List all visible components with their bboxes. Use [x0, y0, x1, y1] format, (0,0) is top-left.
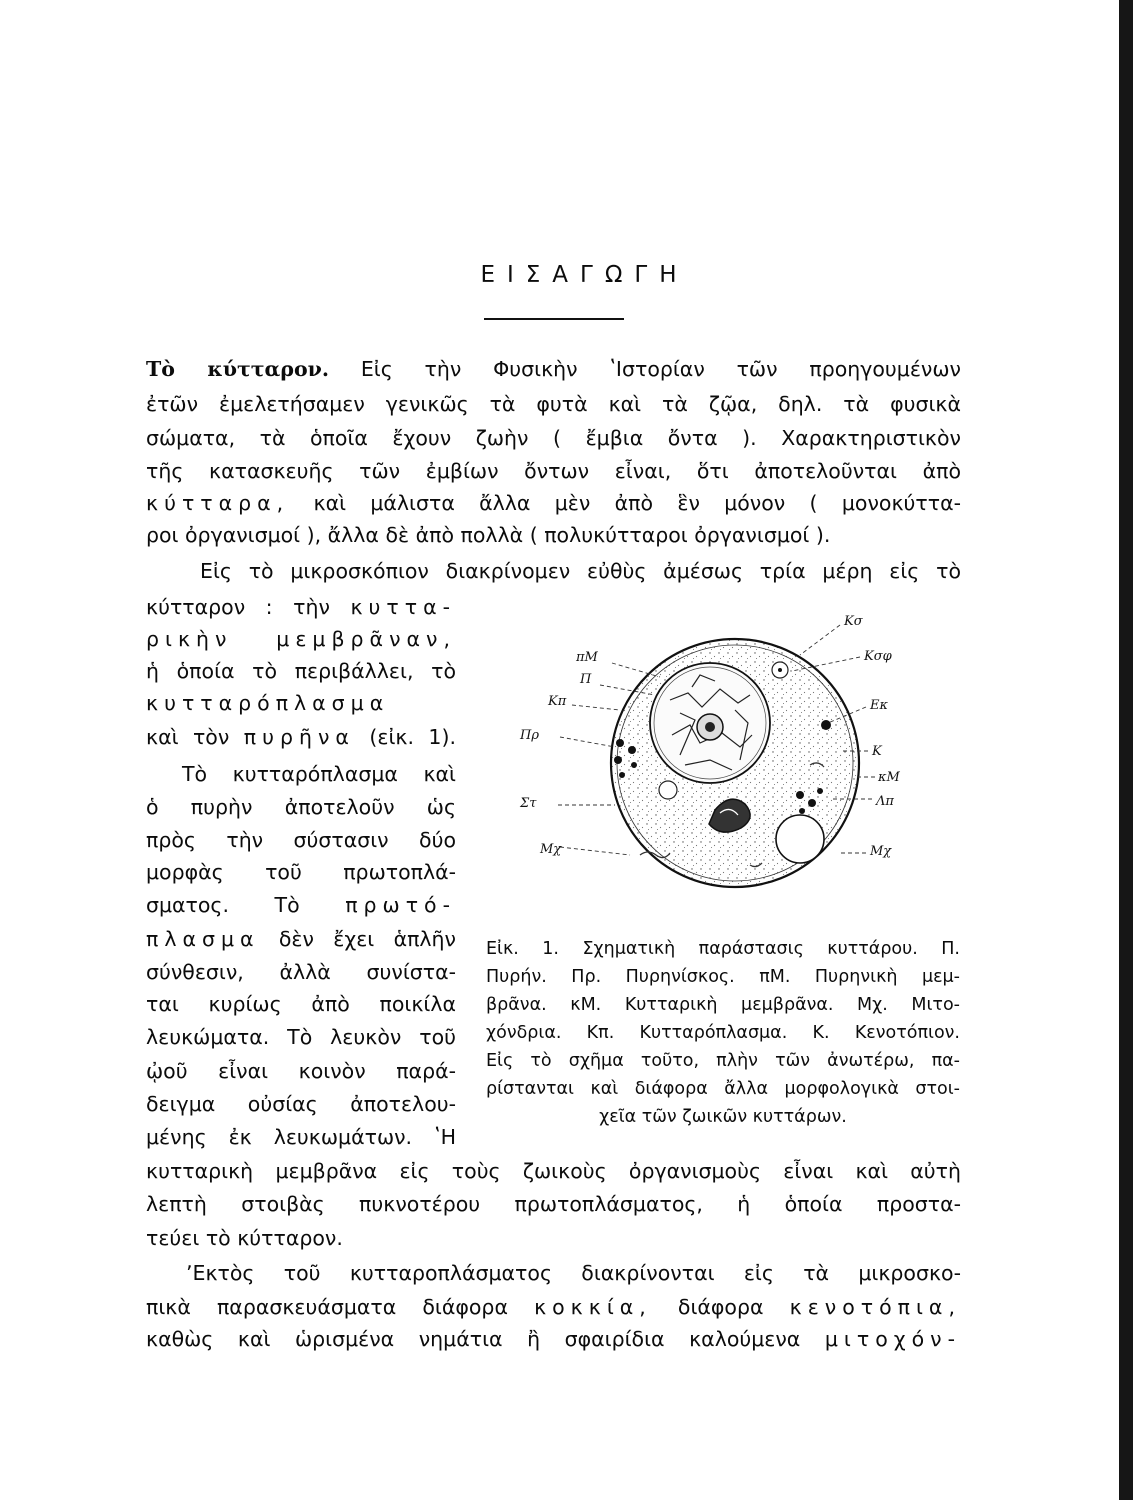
label-cytoplasm: Κπ [548, 694, 567, 709]
label-mitochondria-right: Μχ [870, 844, 892, 859]
paragraph-3-line: σματος. Τὸ πρωτό- [146, 893, 456, 917]
page-title: ΕΙΣΑΓΩΓΗ [480, 262, 689, 288]
paragraph-3-line: σύνθεσιν, ἀλλὰ συνίστα- [146, 960, 456, 984]
paragraph-2-line: Εἰς τὸ μικροσκόπιον διακρίνομεν εὐθὺς ἀμέσως τρία μέρη εἰς τὸ [200, 559, 961, 583]
figure-caption-line: Εἰς τὸ σχῆμα τοῦτο, πλὴν τῶν ἀνωτέρω, πα- [486, 1051, 960, 1071]
figure-caption-line: χεῖα τῶν ζωικῶν κυττάρων. [599, 1107, 847, 1127]
paragraph-1-line: κύτταρα, καὶ μάλιστα ἄλλα μὲν ἀπὸ ἓν μόνον ( μονοκύττα- [146, 491, 961, 515]
paragraph-3-line: μένης ἐκ λευκωμάτων. ʽΗ [146, 1125, 456, 1149]
label-nuclear-membrane: πΜ [576, 650, 598, 665]
paragraph-2-line: ἡ ὁποία τὸ περιβάλλει, τὸ [146, 659, 456, 683]
label-ksf: Κσφ [864, 649, 892, 664]
paragraph-1-line: τῆς κατασκευῆς τῶν ἐμβίων ὄντων εἶναι, ὅτι ἀποτελοῦνται ἀπὸ [146, 459, 961, 483]
paragraph-2-line: κύτταρον : τὴν κυττα- [146, 595, 456, 619]
paragraph-3-line: μορφὰς τοῦ πρωτοπλά- [146, 860, 456, 884]
paragraph-2-line: κυτταρόπλασμα [146, 691, 390, 715]
label-cell-membrane: κΜ [878, 770, 900, 785]
label-ek: Εκ [870, 698, 889, 713]
figure-caption-line: Πυρήν. Πρ. Πυρηνίσκος. πΜ. Πυρηνικὴ μεμ- [486, 967, 960, 987]
paragraph-4-line: ʼΕκτὸς τοῦ κυτταροπλάσματος διακρίνονται εἰς τὰ μικροσκο- [186, 1261, 961, 1285]
vacuole-large [776, 815, 824, 863]
paragraph-3-line: πρὸς τὴν σύστασιν δύο [146, 828, 456, 852]
label-lp: Λπ [876, 794, 894, 809]
paragraph-1-line: ροι ὀργανισμοί ), ἄλλα δὲ ἀπὸ πολλὰ ( πολυκύτταροι ὀργανισμοί ). [146, 523, 831, 547]
label-nucleolus: Πρ [520, 728, 539, 743]
page-edge-shadow [1119, 0, 1133, 1500]
paragraph-1-line: Τὸ κύτταρον. Εἰς τὴν Φυσικὴν ʽΙστορίαν τῶν προηγουμένων [146, 357, 961, 381]
label-ks: Κσ [844, 615, 863, 629]
cell-diagram [510, 615, 940, 915]
figure-caption-line: ρίστανται καὶ διάφορα ἄλλα μορφολογικὰ στοι- [486, 1079, 960, 1099]
label-nucleus: Π [580, 672, 592, 687]
paragraph-1-line: ἐτῶν ἐμελετήσαμεν γενικῶς τὰ φυτὰ καὶ τὰ ζῷα, δηλ. τὰ φυσικὰ [146, 392, 961, 416]
paragraph-3-line: τεύει τὸ κύτταρον. [146, 1226, 343, 1250]
section-heading: Τὸ κύτταρον. [146, 357, 329, 381]
paragraph-3-line: λευκώματα. Τὸ λευκὸν τοῦ [146, 1025, 456, 1049]
paragraph-3-line: κυτταρικὴ μεμβρᾶνα εἰς τοὺς ζωικοὺς ὀργανισμοὺς εἶναι καὶ αὐτὴ [146, 1159, 961, 1183]
paragraph-3-line: ται κυρίως ἀπὸ ποικίλα [146, 992, 456, 1016]
paragraph-4-line: πικὰ παρασκευάσματα διάφορα κοκκία, διάφορα κενοτόπια, [146, 1295, 961, 1319]
paragraph-2-line: καὶ τὸν πυρῆνα (εἰκ. 1). [146, 725, 456, 749]
label-vacuole: Κ [872, 744, 882, 759]
figure-caption-line: Εἰκ. 1. Σχηματικὴ παράστασις κυττάρου. Π. [486, 939, 960, 959]
paragraph-1-line: σώματα, τὰ ὁποῖα ἔχουν ζωὴν ( ἔμβια ὄντα ). Χαρακτηριστικὸν [146, 426, 961, 450]
label-st: Στ [520, 796, 537, 811]
figure-caption-line: βρᾶνα. κΜ. Κυτταρικὴ μεμβρᾶνα. Μχ. Μιτο- [486, 995, 960, 1015]
paragraph-3-line: Τὸ κυτταρόπλασμα καὶ [182, 762, 456, 786]
paragraph-3-line: ᾠοῦ εἶναι κοινὸν παρά- [146, 1059, 456, 1083]
paragraph-3-line: δειγμα οὐσίας ἀποτελου- [146, 1092, 456, 1116]
paragraph-3-line: λεπτὴ στοιβὰς πυκνοτέρου πρωτοπλάσματος, ἡ ὁποία προστα- [146, 1192, 961, 1216]
paragraph-3-line: ὁ πυρὴν ἀποτελοῦν ὡς [146, 795, 456, 819]
paragraph-4-line: καθὼς καὶ ὡρισμένα νημάτια ἢ σφαιρίδια καλούμενα μιτοχόν- [146, 1327, 961, 1351]
paragraph-3-line: πλασμα δὲν ἔχει ἁπλῆν [146, 927, 456, 951]
vacuole-small [659, 781, 677, 799]
figure-caption-line: χόνδρια. Κπ. Κυτταρόπλασμα. Κ. Κενοτόπιον. [486, 1023, 960, 1043]
paragraph-2-line: ρικὴν μεμβρᾶναν, [146, 627, 456, 651]
title-rule [484, 318, 624, 320]
label-mitochondria-left: Μχ [540, 842, 562, 857]
